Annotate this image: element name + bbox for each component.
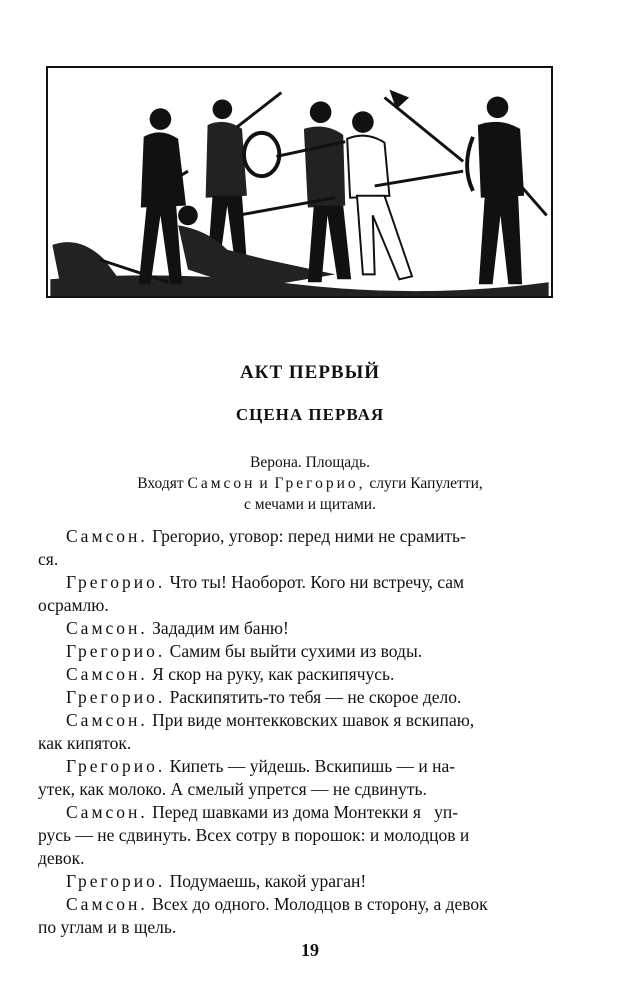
dialogue-line: Самсон. Зададим им баню! bbox=[66, 618, 289, 638]
dialogue-line: Самсон. Перед шавками из дома Монтекки я уп- bbox=[66, 802, 459, 822]
stage-location: Верона. Площадь. bbox=[250, 454, 370, 471]
stage-directions bbox=[60, 452, 560, 515]
stage-enter-line: Входят Самсон и Грегорио, слуги Капулетти, bbox=[137, 475, 483, 492]
dialogue-line: Самсон. При виде монтекковских шавок я вскипаю, bbox=[66, 710, 475, 730]
act-title: АКТ ПЕРВЫЙ bbox=[239, 362, 381, 383]
dialogue-line: по углам и в щель. bbox=[38, 917, 177, 937]
dialogue-line: Грегорио. Самим бы выйти сухими из воды. bbox=[66, 641, 423, 661]
dialogue-line: Грегорио. Подумаешь, какой ураган! bbox=[66, 871, 367, 891]
swordsmen-engraving bbox=[48, 68, 551, 296]
dialogue-line: Грегорио. Раскипятить-то тебя — не скорое дело. bbox=[66, 687, 462, 707]
sword-fight-illustration bbox=[46, 66, 553, 298]
dialogue-line: Грегорио. Что ты! Наоборот. Кого ни встречу, сам bbox=[66, 572, 465, 592]
dialogue bbox=[38, 525, 566, 939]
stage-props: с мечами и щитами. bbox=[244, 496, 376, 513]
dialogue-line: осрамлю. bbox=[38, 595, 109, 615]
dialogue-line: Самсон. Грегорио, уговор: перед ними не срамить- bbox=[66, 526, 466, 546]
dialogue-line: Грегорио. Кипеть — уйдешь. Вскипишь — и на- bbox=[66, 756, 456, 776]
dialogue-line: девок. bbox=[38, 848, 85, 868]
dialogue-line: утек, как молоко. А смелый упрется — не сдвинуть. bbox=[38, 779, 427, 799]
page-number: 19 bbox=[301, 940, 319, 960]
dialogue-line: Самсон. Я скор на руку, как раскипячусь. bbox=[66, 664, 395, 684]
dialogue-line: ся. bbox=[38, 549, 59, 569]
dialogue-line: Самсон. Всех до одного. Молодцов в сторону, а девок bbox=[66, 894, 488, 914]
dialogue-line: русь — не сдвинуть. Всех сотру в порошок: и молодцов и bbox=[38, 825, 470, 845]
dialogue-line: как кипяток. bbox=[38, 733, 132, 753]
scene-title: СЦЕНА ПЕРВАЯ bbox=[235, 405, 385, 424]
